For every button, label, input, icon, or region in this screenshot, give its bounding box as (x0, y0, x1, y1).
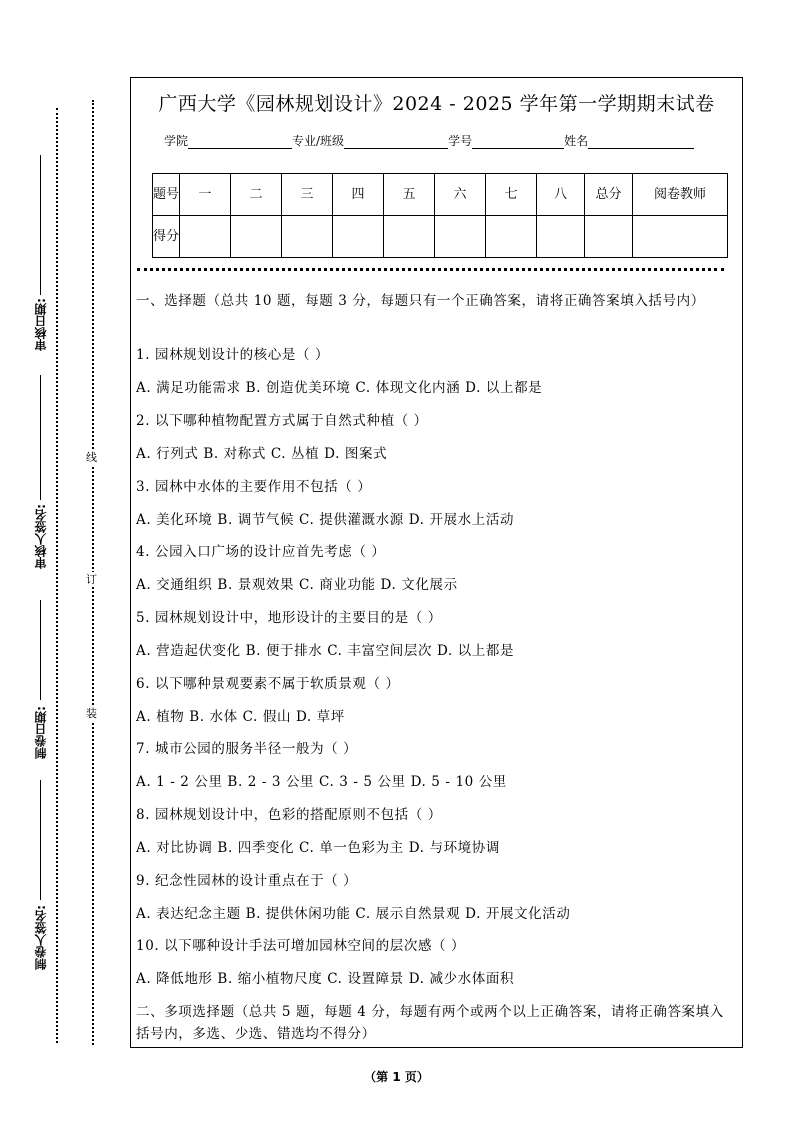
score-table-header-cell: 题号 (153, 174, 180, 216)
score-table-header-cell: 三 (282, 174, 333, 216)
maker-sign-underline (40, 780, 41, 900)
binding-char-fold: 装 (86, 707, 97, 720)
name-label: 姓名 (564, 134, 589, 148)
review-date-underline (40, 155, 41, 295)
score-cell[interactable] (633, 216, 728, 258)
score-table-header-cell: 八 (537, 174, 585, 216)
section-2-heading: 二、多项选择题（总共 5 题，每题 4 分，每题有两个或两个以上正确答案，请将正确答案填入括号内，多选、少选、错选均不得分） (136, 1004, 724, 1042)
question-3: 3. 园林中水体的主要作用不包括（ ） (136, 479, 372, 495)
question-6: 6. 以下哪种景观要素不属于软质景观（ ） (136, 676, 400, 692)
question-8: 8. 园林规划设计中，色彩的搭配原则不包括（ ） (136, 807, 442, 823)
student-id-field[interactable] (472, 135, 564, 149)
name-field[interactable] (588, 135, 694, 149)
options-4: A. 交通组织 B. 景观效果 C. 商业功能 D. 文化展示 (136, 577, 458, 593)
options-10: A. 降低地形 B. 缩小植物尺度 C. 设置障景 D. 减少水体面积 (136, 971, 515, 987)
score-table-header-cell: 五 (384, 174, 435, 216)
options-6: A. 植物 B. 水体 C. 假山 D. 草坪 (136, 709, 345, 725)
options-5: A. 营造起伏变化 B. 便于排水 C. 丰富空间层次 D. 以上都是 (136, 643, 515, 659)
college-field[interactable] (188, 135, 292, 149)
options-7: A. 1 - 2 公里 B. 2 - 3 公里 C. 3 - 5 公里 D. 5 - 10 公里 (136, 774, 507, 790)
major-class-label: 专业/班级 (292, 134, 345, 148)
score-cell[interactable] (435, 216, 486, 258)
section-1-heading: 一、选择题（总共 10 题，每题 3 分，每题只有一个正确答案，请将正确答案填入括号内） (136, 293, 705, 309)
page-number: （第 1 页） (364, 1070, 429, 1084)
student-id-label: 学号 (448, 134, 473, 148)
score-cell[interactable] (333, 216, 384, 258)
exam-page-frame (130, 77, 743, 1048)
score-table-header-cell: 四 (333, 174, 384, 216)
question-9: 9. 纪念性园林的设计重点在于（ ） (136, 873, 358, 889)
question-1: 1. 园林规划设计的核心是（ ） (136, 347, 330, 363)
score-table-header-cell: 一 (180, 174, 231, 216)
score-table-header-cell: 六 (435, 174, 486, 216)
question-4: 4. 公园入口广场的设计应首先考虑（ ） (136, 544, 386, 560)
score-table-header-cell: 总分 (585, 174, 633, 216)
score-cell[interactable] (537, 216, 585, 258)
score-table-header-cell: 二 (231, 174, 282, 216)
score-cell[interactable] (282, 216, 333, 258)
score-row-label: 得分 (153, 216, 180, 258)
exam-title: 广西大学《园林规划设计》2024 - 2025 学年第一学期期末试卷 (158, 93, 715, 115)
review-date-label: 审核日期: (34, 298, 48, 351)
score-cell[interactable] (486, 216, 537, 258)
reviewer-sign-underline (40, 375, 41, 500)
maker-date-label: 制卷日期: (34, 706, 48, 759)
options-2: A. 行列式 B. 对称式 C. 丛植 D. 图案式 (136, 446, 388, 462)
question-10: 10. 以下哪种设计手法可增加园林空间的层次感（ ） (136, 938, 466, 954)
score-table (152, 173, 728, 258)
score-cell[interactable] (384, 216, 435, 258)
options-9: A. 表达纪念主题 B. 提供休闲功能 C. 展示自然景观 D. 开展文化活动 (136, 906, 571, 922)
college-label: 学院 (164, 134, 189, 148)
score-cell[interactable] (180, 216, 231, 258)
score-table-score-row (153, 216, 728, 258)
dotted-separator (137, 268, 724, 271)
binding-dotted-line-left (56, 108, 58, 1043)
score-table-header-row (153, 174, 728, 216)
maker-sign-label: 制卷人签名: (34, 905, 48, 970)
question-2: 2. 以下哪种植物配置方式属于自然式种植（ ） (136, 413, 428, 429)
options-3: A. 美化环境 B. 调节气候 C. 提供灌溉水源 D. 开展水上活动 (136, 512, 515, 528)
major-class-field[interactable] (344, 135, 448, 149)
score-table-header-cell: 七 (486, 174, 537, 216)
score-cell[interactable] (585, 216, 633, 258)
options-8: A. 对比协调 B. 四季变化 C. 单一色彩为主 D. 与环境协调 (136, 840, 500, 856)
reviewer-sign-label: 审核人签名: (34, 504, 48, 569)
binding-char-line: 线 (86, 451, 97, 464)
student-info-row (164, 132, 694, 149)
question-5: 5. 园林规划设计中，地形设计的主要目的是（ ） (136, 610, 442, 626)
score-cell[interactable] (231, 216, 282, 258)
options-1: A. 满足功能需求 B. 创造优美环境 C. 体现文化内涵 D. 以上都是 (136, 380, 543, 396)
binding-char-bind: 订 (86, 573, 97, 586)
question-7: 7. 城市公园的服务半径一般为（ ） (136, 741, 358, 757)
score-table-header-cell: 阅卷教师 (633, 174, 728, 216)
maker-date-underline (40, 600, 41, 700)
